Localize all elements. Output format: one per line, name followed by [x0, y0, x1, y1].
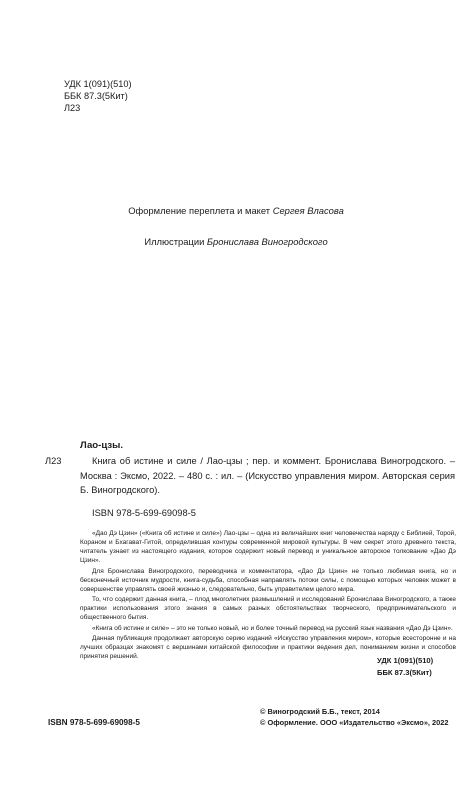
- design-credit-name: Сергея Власова: [272, 205, 344, 216]
- design-credit: [0, 205, 472, 217]
- annotation-paragraph: «Дао Дэ Цзин» («Книга об истине и силе») Лао-цзы – одна из величайших книг человечества наряду с Библией, Торой, Кораном и Бхагават-Гитой, определившая контуры современной мировой культуры. В чем секрет этого древнего текста, читатель узнает из настоящего издания, которое содержит новый перевод и уникальное авторское толкование «Дао Дэ Цзин».: [80, 530, 456, 565]
- footer-isbn: ISBN 978-5-699-69098-5: [48, 718, 140, 727]
- copyright-text: © Виногродский Б.Б., текст, 2014: [260, 707, 380, 716]
- illustrations-credit: [0, 236, 472, 248]
- annotation-paragraph: То, что содержит данная книга, – плод многолетних размышлений и исследований Бронислава Виногродского, а также практики использования этого знания в самых разных обстоятельствах творческого, предпринимательского и общественного бытия.: [80, 596, 456, 622]
- bibliographic-side-mark: Л23: [45, 456, 62, 466]
- copyright-block: [260, 707, 448, 728]
- bbk-code: ББК 87.3(5Кит): [64, 91, 128, 101]
- illustrations-credit-name: Бронислава Виногродского: [206, 236, 328, 247]
- repeat-bbk-code: ББК 87.3(5Кит): [377, 667, 432, 677]
- udk-code: УДК 1(091)(510): [64, 79, 132, 89]
- copyright-design: © Оформление. ООО «Издательство «Эксмо», 2022: [260, 717, 449, 727]
- classification-codes: [64, 78, 132, 114]
- bibliographic-author-heading: Лао-цзы.: [80, 440, 124, 451]
- repeat-udk-code: УДК 1(091)(510): [377, 656, 434, 665]
- illustrations-credit-prefix: Иллюстрации: [144, 236, 205, 247]
- bibliographic-isbn: ISBN 978-5-699-69098-5: [92, 508, 196, 518]
- author-mark: Л23: [64, 103, 81, 113]
- annotation-paragraph: Для Бронислава Виногродского, переводчика и комментатора, «Дао Дэ Цзин» не только любимая книга, но и бесконечный источник мудрости, книга-судьба, способная направлять потоки силы, с помощью которых человек может в совершенстве управлять своей жизнью и, следовательно, быть управителем целого мира.: [80, 567, 456, 593]
- bibliographic-record: Книга об истине и силе / Лао-цзы ; пер. и коммент. Бронислава Виногродского. – Москва : Эксмо, 2022. – 480 с. : ил. – (Искусство управления миром. Авторская серия Б. Виногродского).: [80, 456, 455, 496]
- design-credit-prefix: Оформление переплета и макет: [128, 205, 271, 216]
- annotation: [80, 529, 456, 661]
- annotation-paragraph: «Книга об истине и силе» – это не только новый, но и более точный перевод на русский язык названия «Дао Дэ Цзин».: [92, 624, 453, 632]
- annotation-paragraph: Данная публикация продолжает авторскую серию изданий «Искусство управления миром», которые всесторонне и на лучших образцах знакомят с вершинами китайской философии и практики ведения дел, пониманием жизни и способов принятия решений.: [80, 634, 456, 661]
- repeat-classification-codes: [377, 655, 433, 678]
